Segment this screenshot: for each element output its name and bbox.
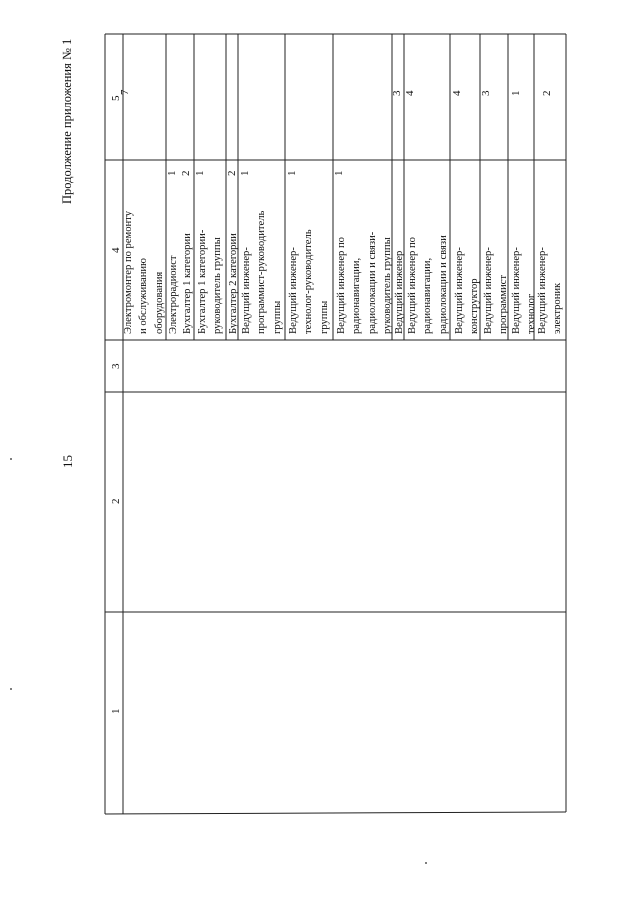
position-cell: Бухгалтер 2 категории [228,233,239,334]
count-cell: 2 [541,90,553,96]
count-cell: 1 [166,170,178,176]
col-number-5: 5 [110,95,122,101]
count-cell: 1 [239,170,251,176]
position-cell: Ведущий инженер по радионавигации, радиолокации и связи [407,235,449,334]
position-cell: Ведущий инженер- программист-руководитель группы [241,210,283,334]
col-number-4: 4 [110,247,122,253]
count-cell: 1 [510,90,522,96]
page-number: 15 [60,455,75,468]
position-cell: Ведущий инженер- технолог-руководитель группы [288,229,330,334]
position-cell: Бухгалтер 1 категории [182,233,193,334]
position-cell: Ведущий инженер по радионавигации, радиолокации и связи- руководитель группы [336,231,394,334]
count-cell: 1 [333,170,345,176]
position-cell: Электрорадиоист [168,255,179,334]
col-number-1: 1 [110,708,122,714]
position-cell: Ведущий инженер- конструктор [454,247,481,334]
count-cell: 2 [180,170,192,176]
count-cell: 3 [480,90,492,96]
count-cell: 2 [226,170,238,176]
position-cell: Бухгалтер 1 категории- руководитель группы [197,229,224,334]
count-cell: 4 [404,90,416,96]
continuation-title: Продолжение приложения № 1 [60,38,74,204]
position-cell: Ведущий инженер- технолог [511,247,538,334]
position-cell: Ведущий инженер- электроник [537,247,564,334]
count-cell: 3 [391,90,403,96]
count-cell: 7 [119,89,131,95]
col-number-2: 2 [110,498,122,504]
position-cell: Электромонтер по ремонту и обслуживанию оборудования [123,210,165,334]
col-number-3: 3 [110,363,122,369]
count-cell: 1 [194,170,206,176]
position-cell: Ведущий инженер- программист [483,247,510,334]
count-cell: 4 [451,90,463,96]
count-cell: 1 [286,170,298,176]
position-cell: Ведущий инженер [394,250,405,334]
